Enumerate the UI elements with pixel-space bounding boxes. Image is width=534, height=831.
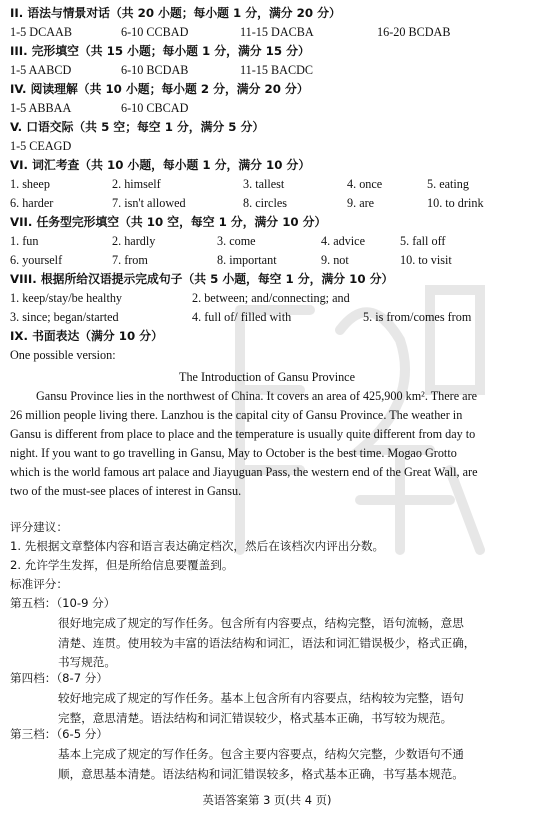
- band-3-criteria: [58, 745, 518, 784]
- cloze-answer: 7. from: [112, 253, 148, 267]
- band-5-label: 第五档：（10-9 分）: [10, 596, 116, 610]
- criteria-line: 清楚、连贯。使用较为丰富的语法结构和词汇，语法和词汇错误极少，格式正确，: [58, 635, 476, 650]
- essay-line: night. If you want to go travelling in Gansu, May to October is the best time. Mogao Grotto: [10, 446, 457, 460]
- cloze-answer: 8. important: [217, 253, 277, 267]
- sentence-answer: 5. is from/comes from: [363, 310, 472, 324]
- section-7-row-1: [0, 234, 534, 250]
- section-3-heading: III. 完形填空（共 15 小题；每小题 1 分，满分 15 分）: [10, 44, 310, 58]
- sentence-answer: 3. since; began/started: [10, 310, 119, 324]
- answer-group: 1-5 ABBAA: [10, 101, 72, 115]
- sentence-answer: 4. full of/ filled with: [192, 310, 292, 324]
- section-5-answers: [0, 139, 534, 155]
- section-5-heading: V. 口语交际（共 5 空；每空 1 分，满分 5 分）: [10, 120, 265, 134]
- section-8-row-1: [0, 291, 534, 307]
- criteria-line: 顺，意思基本清楚。语法结构和词汇错误较多，格式基本正确，书写基本规范。: [58, 766, 464, 781]
- section-6-row-1: [0, 177, 534, 193]
- vocab-answer: 4. once: [347, 177, 383, 191]
- section-7-row-2: [0, 253, 534, 269]
- vocab-answer: 8. circles: [243, 196, 287, 210]
- section-2-answers: [0, 25, 534, 41]
- vocab-answer: 3. tallest: [243, 177, 285, 191]
- cloze-answer: 4. advice: [321, 234, 365, 248]
- section-6-row-2: [0, 196, 534, 212]
- section-7-heading: VII. 任务型完形填空（共 10 空，每空 1 分，满分 10 分）: [10, 215, 327, 229]
- cloze-answer: 10. to visit: [400, 253, 452, 267]
- cloze-answer: 6. yourself: [10, 253, 63, 267]
- section-8-row-2: [0, 310, 534, 326]
- vocab-answer: 10. to drink: [427, 196, 484, 210]
- cloze-answer: 1. fun: [10, 234, 39, 248]
- band-5-criteria: [58, 614, 518, 673]
- answer-group: 6-10 CBCAD: [121, 101, 189, 115]
- band-4-label: 第四档：（8-7 分）: [10, 671, 108, 685]
- section-3-answers: [0, 63, 534, 79]
- section-6-heading: VI. 词汇考查（共 10 小题，每小题 1 分，满分 10 分）: [10, 158, 311, 172]
- cloze-answer: 2. hardly: [112, 234, 156, 248]
- cloze-answer: 5. fall off: [400, 234, 446, 248]
- answer-group: 11-15 DACBA: [240, 25, 314, 39]
- scoring-standard-heading: 标准评分：: [10, 577, 68, 591]
- section-2-heading: II. 语法与情景对话（共 20 小题；每小题 1 分，满分 20 分）: [10, 6, 341, 20]
- vocab-answer: 6. harder: [10, 196, 54, 210]
- page-footer: 英语答案第 3 页(共 4 页): [202, 793, 332, 807]
- band-4-criteria: [58, 689, 518, 728]
- scoring-suggestion-heading: 评分建议：: [10, 520, 68, 534]
- criteria-line: 很好地完成了规定的写作任务。包含所有内容要点，结构完整，语句流畅，意思: [58, 616, 464, 630]
- sentence-answer: 2. between; and/connecting; and: [192, 291, 350, 305]
- answer-group: 1-5 AABCD: [10, 63, 72, 77]
- criteria-line: 较好地完成了规定的写作任务。基本上包含所有内容要点，结构较为完整，语句: [58, 691, 464, 705]
- essay-line: which is the world famous art palace and Jiayuguan Pass, the western end of the Great Wall, are: [10, 465, 478, 479]
- vocab-answer: 7. isn't allowed: [112, 196, 186, 210]
- cloze-answer: 3. come: [217, 234, 256, 248]
- vocab-answer: 2. himself: [112, 177, 161, 191]
- answer-group: 6-10 CCBAD: [121, 25, 189, 39]
- answer-group: 11-15 BACDC: [240, 63, 314, 77]
- vocab-answer: 9. are: [347, 196, 375, 210]
- essay-line: 26 million people living there. Lanzhou is the capital city of Gansu Province. The weather in: [10, 408, 463, 422]
- answer-group: 1-5 CEAGD: [10, 139, 72, 153]
- section-4-answers: [0, 101, 534, 117]
- essay-intro: One possible version:: [10, 348, 116, 362]
- section-4-heading: IV. 阅读理解（共 10 小题；每小题 2 分，满分 20 分）: [10, 82, 309, 96]
- criteria-line: 完整，意思清楚。语法结构和词汇错误较少，格式基本正确，书写较为规范。: [58, 710, 453, 725]
- cloze-answer: 9. not: [321, 253, 349, 267]
- band-3-label: 第三档：（6-5 分）: [10, 727, 108, 741]
- essay-line: Gansu Province lies in the northwest of China. It covers an area of 425,900 km². There are: [36, 389, 478, 403]
- answer-group: 6-10 BCDAB: [121, 63, 189, 77]
- essay-line: two of the must-see places of interest in Gansu.: [10, 484, 242, 498]
- scoring-suggestion: 1. 先根据文章整体内容和语言表达确定档次，然后在该档次内评出分数。: [10, 539, 385, 553]
- vocab-answer: 5. eating: [427, 177, 469, 191]
- essay-title: The Introduction of Gansu Province: [179, 370, 355, 384]
- scoring-suggestion: 2. 允许学生发挥，但是所给信息要覆盖到。: [10, 558, 234, 572]
- vocab-answer: 1. sheep: [10, 177, 50, 191]
- essay-line: Gansu is different from place to place and the temperature is usually quite different from day to: [10, 427, 476, 441]
- answer-group: 16-20 BCDAB: [377, 25, 451, 39]
- section-8-heading: VIII. 根据所给汉语提示完成句子（共 5 小题，每空 1 分，满分 10 分）: [10, 272, 394, 286]
- criteria-line: 书写规范。: [58, 655, 116, 669]
- section-9-heading: IX. 书面表达（满分 10 分）: [10, 329, 163, 343]
- sentence-answer: 1. keep/stay/be healthy: [10, 291, 123, 305]
- criteria-line: 基本上完成了规定的写作任务。包含主要内容要点，结构欠完整，少数语句不通: [58, 747, 464, 761]
- answer-group: 1-5 DCAAB: [10, 25, 72, 39]
